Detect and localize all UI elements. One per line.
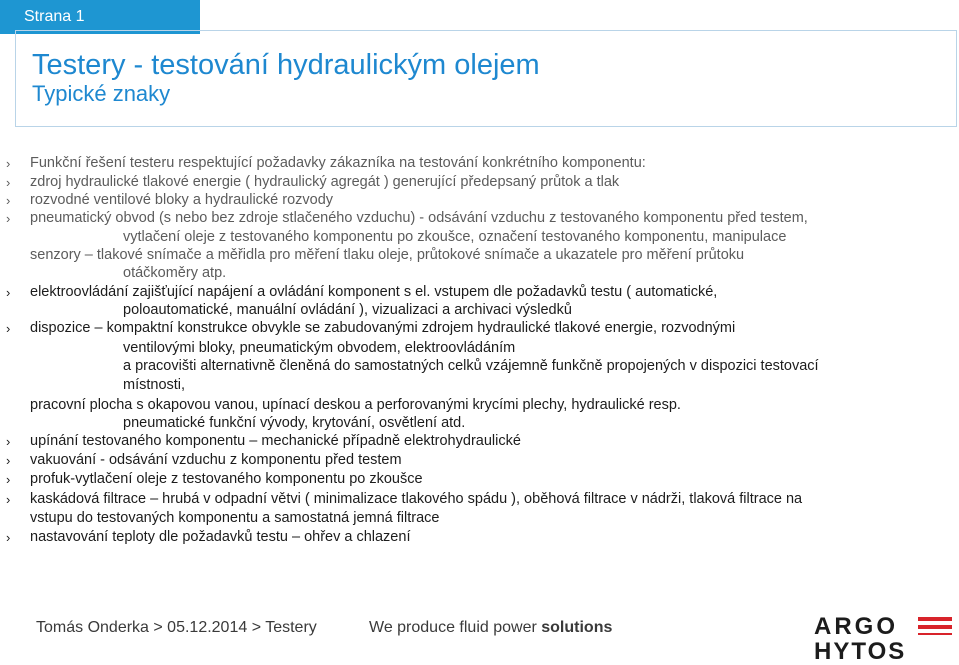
text-line: otáčkoměry atp. (123, 265, 227, 281)
logo-bottom-text: HYTOS (814, 638, 907, 662)
text-line: pracovní plocha s okapovou vanou, upínací deskou a perforovanými krycími plechy, hydraulické resp. (30, 397, 681, 413)
text-line: vytlačení oleje z testovaného komponentu po zkoušce, označení testovaného komponentu, manipulace (123, 229, 787, 245)
footer-slogan (369, 619, 612, 637)
text-line: ventilovými bloky, pneumatickým obvodem, elektroovládáním (123, 340, 516, 356)
page-title: Testery - testování hydraulickým olejem (32, 49, 540, 81)
bullet-icon: › (6, 156, 11, 171)
text-line: rozvodné ventilové bloky a hydraulické rozvody (30, 192, 334, 208)
text-line: nastavování teploty dle požadavků testu – ohřev a chlazení (30, 529, 411, 545)
bullet-icon: › (6, 472, 11, 487)
text-line: pneumatický obvod (s nebo bez zdroje stlačeného vzduchu) - odsávání vzduchu z testovaného komponentu před testem, (30, 210, 808, 226)
bullet-icon: › (6, 285, 11, 300)
text-line: kaskádová filtrace – hrubá v odpadní větvi ( minimalizace tlakového spádu ), oběhová filtrace v nádrži, tlaková filtrace na (30, 491, 803, 507)
bullet-icon: › (6, 434, 11, 449)
text-line: pneumatické funkční vývody, krytování, osvětlení atd. (123, 415, 466, 431)
logo-red-bar (918, 617, 952, 621)
text-line: poloautomatické, manuální ovládání ), vizualizaci a archivaci výsledků (123, 302, 572, 318)
page-tab: Strana 1 (0, 0, 200, 34)
text-line: a pracovišti alternativně členěná do samostatných celků vzájemně funkčně propojených v dispozici testovací (123, 358, 819, 374)
footer-slogan-bold: solutions (541, 619, 613, 636)
bullet-icon: › (6, 211, 11, 226)
page-subtitle: Typické znaky (32, 81, 171, 106)
text-line: vakuování - odsávání vzduchu z komponentu před testem (30, 452, 402, 468)
text-line: dispozice – kompaktní konstrukce obvykle se zabudovanými zdrojem hydraulické tlakové energie, rozvodnými (30, 320, 736, 336)
bullet-icon: › (6, 193, 11, 208)
bullet-icon: › (6, 175, 11, 190)
text-line: vstupu do testovaných komponentu a samostatná jemná filtrace (30, 510, 440, 526)
bullet-icon: › (6, 453, 11, 468)
logo-red-bar (918, 625, 952, 629)
text-line: Funkční řešení testeru respektující požadavky zákazníka na testování konkrétního komponentu: (30, 155, 646, 171)
argo-hytos-logo (810, 612, 956, 662)
logo-red-bar (918, 633, 952, 635)
bullet-icon: › (6, 321, 11, 336)
footer-slogan-prefix: We produce fluid power (369, 619, 542, 636)
text-line: místnosti, (123, 377, 186, 393)
text-line: profuk-vytlačení oleje z testovaného komponentu po zkoušce (30, 471, 423, 487)
logo-top-text: ARGO (814, 613, 898, 640)
text-line: zdroj hydraulické tlakové energie ( hydraulický agregát ) generující předepsaný průtok a tlak (30, 174, 620, 190)
text-line: senzory – tlakové snímače a měřidla pro měření tlaku oleje, průtokové snímače a ukazatele pro měření průtoku (30, 247, 745, 263)
text-line: upínání testovaného komponentu – mechanické případně elektrohydraulické (30, 433, 521, 449)
bullet-icon: › (6, 492, 11, 507)
text-line: elektroovládání zajišťující napájení a ovládání komponent s el. vstupem dle požadavků testu ( automatické, (30, 284, 718, 300)
footer-author: Tomás Onderka > 05.12.2014 > Testery (36, 619, 317, 636)
bullet-icon: › (6, 530, 11, 545)
